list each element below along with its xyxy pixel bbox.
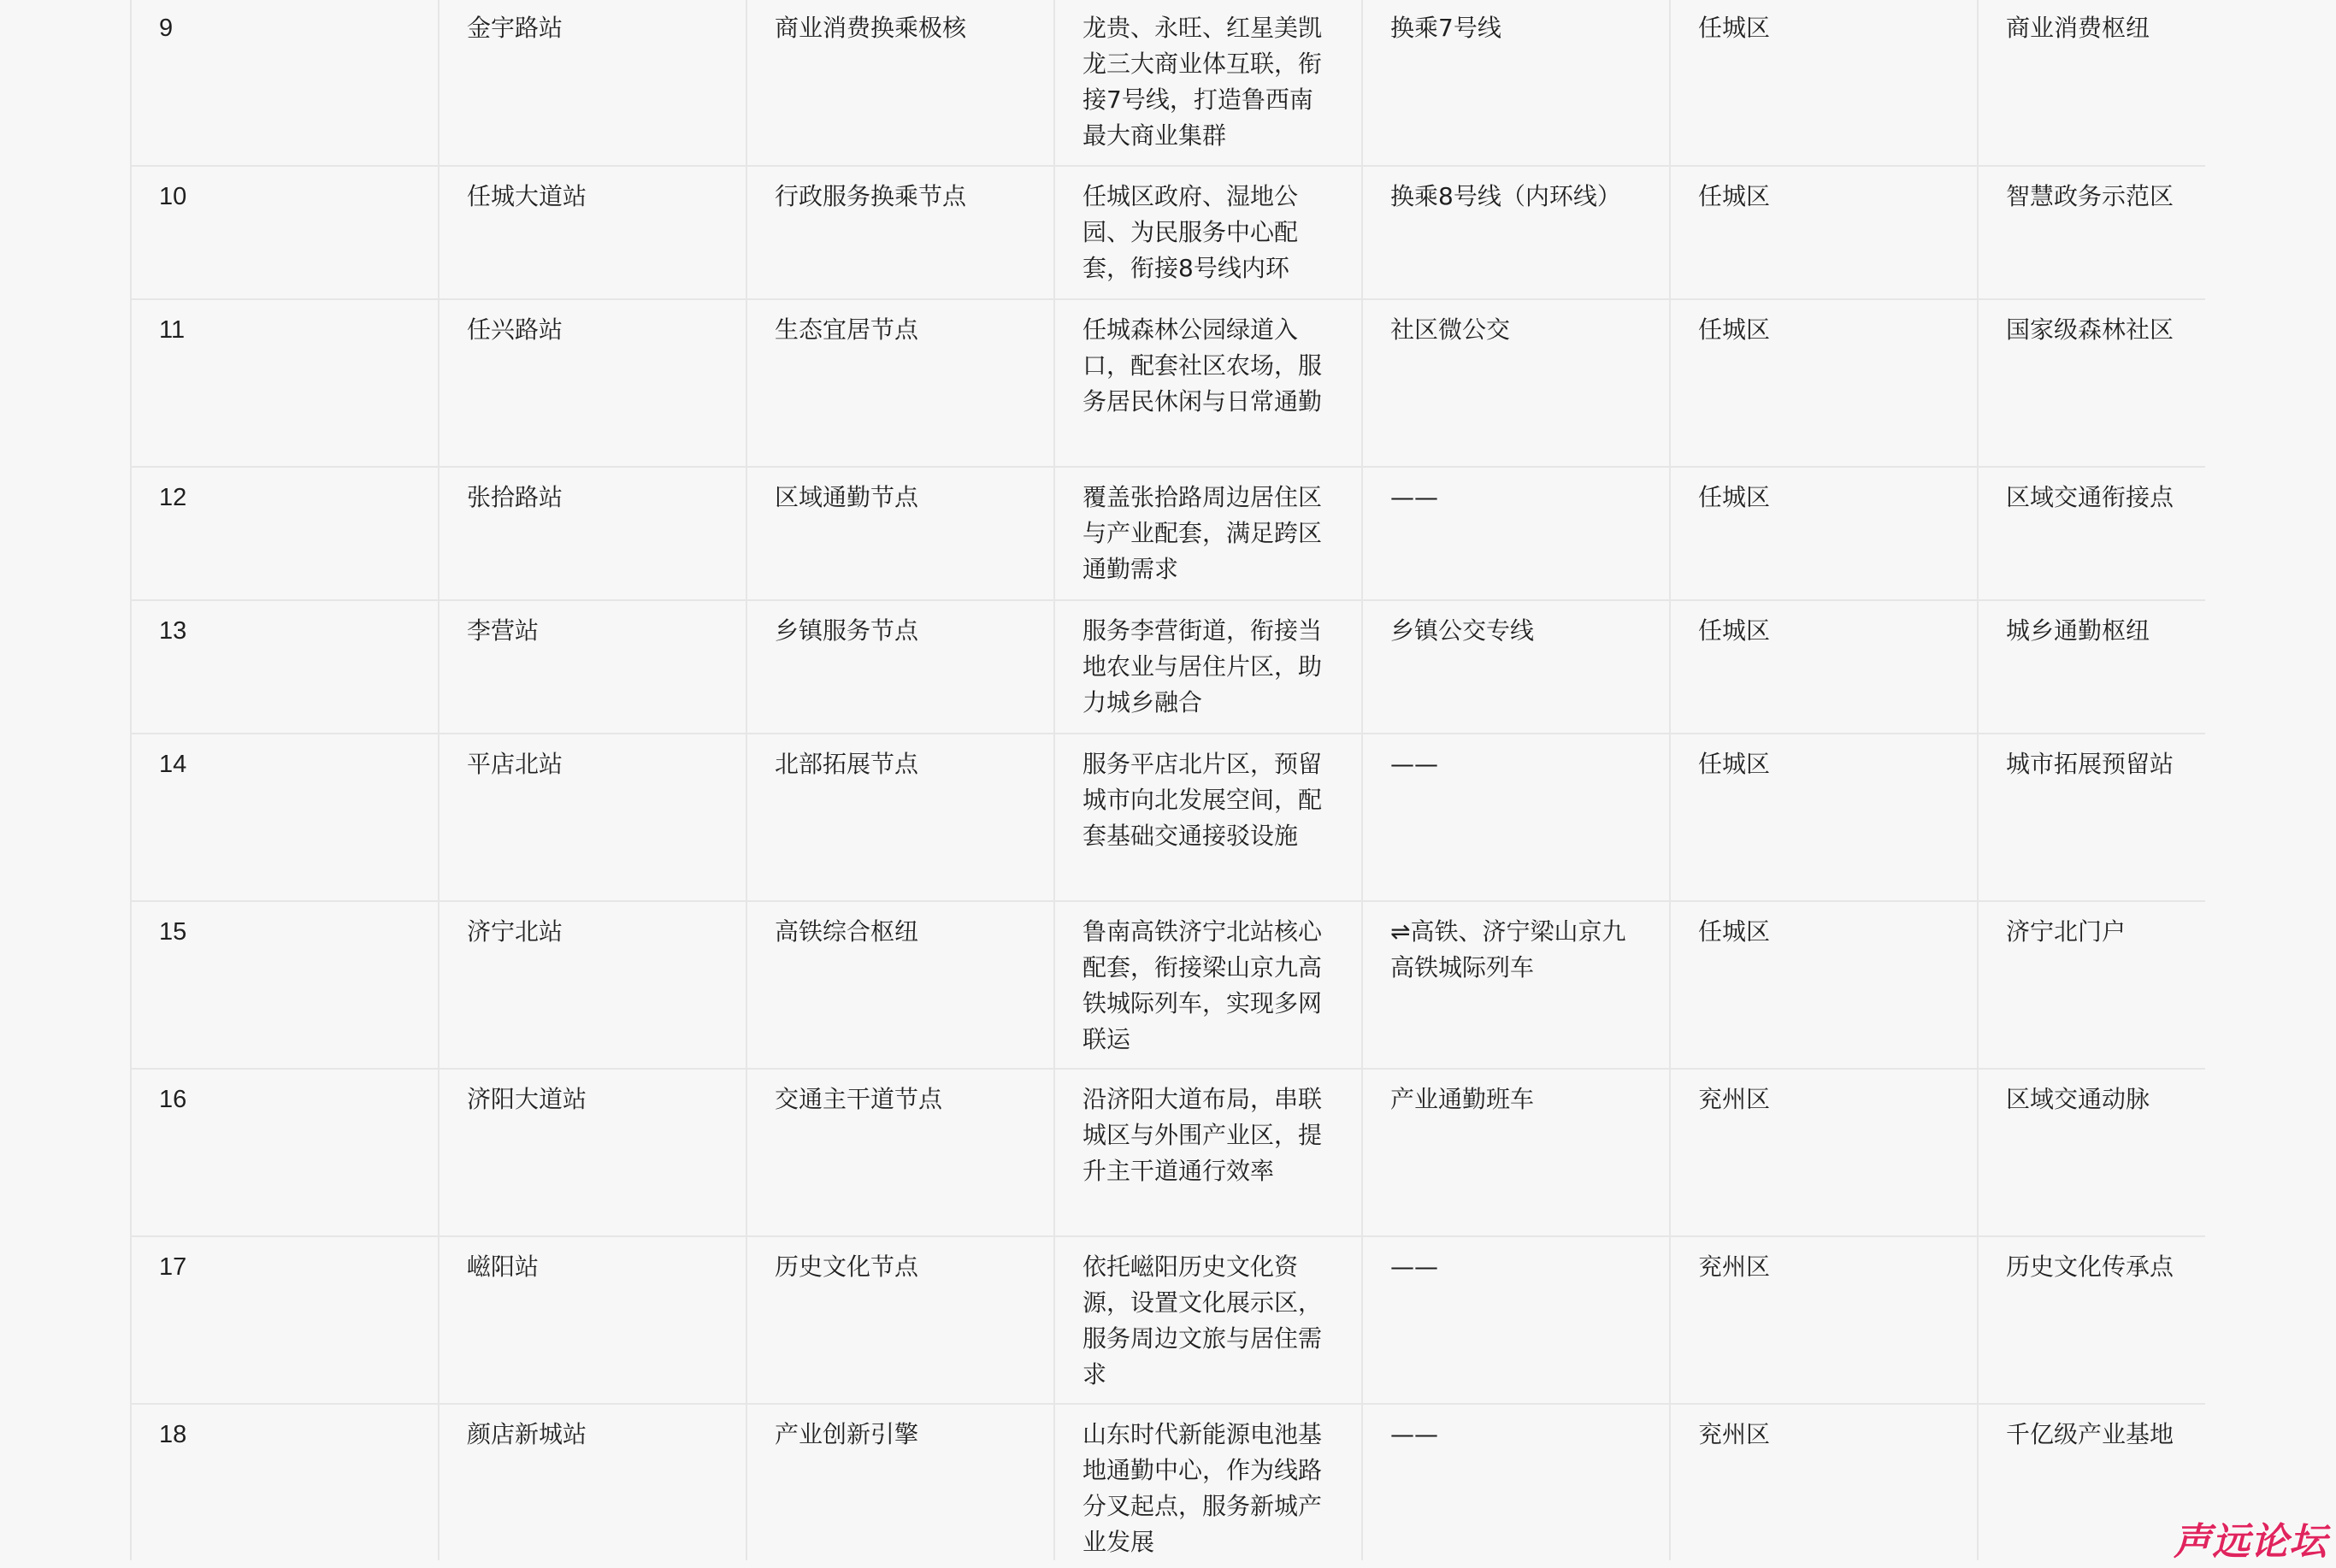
cell-transfer: 换乘7号线 bbox=[1362, 0, 1670, 166]
cell-station-name: 任兴路站 bbox=[439, 299, 746, 467]
cell-district: 兖州区 bbox=[1670, 1236, 1978, 1404]
table-row bbox=[131, 299, 2205, 467]
cell-transfer: —— bbox=[1362, 1404, 1670, 1560]
cell-positioning: 城市拓展预留站 bbox=[1978, 734, 2205, 901]
cell-station-name: 张拾路站 bbox=[439, 467, 746, 600]
cell-role: 交通主干道节点 bbox=[746, 1069, 1054, 1236]
cell-number: 13 bbox=[131, 600, 439, 734]
cell-role: 区域通勤节点 bbox=[746, 467, 1054, 600]
cell-role: 生态宜居节点 bbox=[746, 299, 1054, 467]
table-row bbox=[131, 1069, 2205, 1236]
cell-transfer: 产业通勤班车 bbox=[1362, 1069, 1670, 1236]
cell-district: 任城区 bbox=[1670, 600, 1978, 734]
cell-positioning: 历史文化传承点 bbox=[1978, 1236, 2205, 1404]
cell-positioning: 区域交通动脉 bbox=[1978, 1069, 2205, 1236]
cell-transfer: 社区微公交 bbox=[1362, 299, 1670, 467]
cell-role: 北部拓展节点 bbox=[746, 734, 1054, 901]
cell-number: 14 bbox=[131, 734, 439, 901]
cell-role: 产业创新引擎 bbox=[746, 1404, 1054, 1560]
cell-station-name: 任城大道站 bbox=[439, 166, 746, 299]
station-table bbox=[130, 0, 2205, 1560]
cell-number: 18 bbox=[131, 1404, 439, 1560]
cell-station-name: 颜店新城站 bbox=[439, 1404, 746, 1560]
cell-role: 行政服务换乘节点 bbox=[746, 166, 1054, 299]
cell-description: 服务李营街道，衔接当地农业与居住片区，助力城乡融合 bbox=[1054, 600, 1362, 734]
cell-description: 服务平店北片区，预留城市向北发展空间，配套基础交通接驳设施 bbox=[1054, 734, 1362, 901]
cell-number: 9 bbox=[131, 0, 439, 166]
cell-station-name: 平店北站 bbox=[439, 734, 746, 901]
cell-district: 兖州区 bbox=[1670, 1404, 1978, 1560]
cell-transfer: —— bbox=[1362, 1236, 1670, 1404]
table-row bbox=[131, 1404, 2205, 1560]
cell-positioning: 城乡通勤枢纽 bbox=[1978, 600, 2205, 734]
station-table-body bbox=[131, 0, 2205, 1560]
cell-station-name: 济阳大道站 bbox=[439, 1069, 746, 1236]
cell-number: 15 bbox=[131, 901, 439, 1069]
cell-role: 乡镇服务节点 bbox=[746, 600, 1054, 734]
cell-district: 任城区 bbox=[1670, 901, 1978, 1069]
cell-role: 商业消费换乘极核 bbox=[746, 0, 1054, 166]
cell-district: 任城区 bbox=[1670, 0, 1978, 166]
cell-description: 任城区政府、湿地公园、为民服务中心配套，衔接8号线内环 bbox=[1054, 166, 1362, 299]
cell-transfer: —— bbox=[1362, 734, 1670, 901]
watermark-logo: 声远论坛 bbox=[2174, 1520, 2327, 1564]
cell-transfer: ⇌高铁、济宁梁山京九高铁城际列车 bbox=[1362, 901, 1670, 1069]
cell-positioning: 千亿级产业基地 bbox=[2006, 1420, 2174, 1448]
cell-transfer: 乡镇公交专线 bbox=[1362, 600, 1670, 734]
cell-role: 高铁综合枢纽 bbox=[746, 901, 1054, 1069]
cell-district: 任城区 bbox=[1670, 166, 1978, 299]
cell-station-name: 李营站 bbox=[439, 600, 746, 734]
cell-number: 16 bbox=[131, 1069, 439, 1236]
table-row bbox=[131, 734, 2205, 901]
cell-positioning: 商业消费枢纽 bbox=[1978, 0, 2205, 166]
cell-district: 任城区 bbox=[1670, 467, 1978, 600]
table-row bbox=[131, 0, 2205, 166]
cell-description: 鲁南高铁济宁北站核心配套，衔接梁山京九高铁城际列车，实现多网联运 bbox=[1054, 901, 1362, 1069]
station-table-wrapper bbox=[130, 0, 2204, 1560]
cell-number: 12 bbox=[131, 467, 439, 600]
cell-station-name: 嵫阳站 bbox=[439, 1236, 746, 1404]
cell-description: 沿济阳大道布局，串联城区与外围产业区，提升主干道通行效率 bbox=[1054, 1069, 1362, 1236]
cell-description: 覆盖张拾路周边居住区与产业配套，满足跨区通勤需求 bbox=[1054, 467, 1362, 600]
table-row bbox=[131, 901, 2205, 1069]
table-row bbox=[131, 1236, 2205, 1404]
cell-positioning: 济宁北门户 bbox=[1978, 901, 2205, 1069]
cell-number: 11 bbox=[131, 299, 439, 467]
cell-transfer: —— bbox=[1362, 467, 1670, 600]
cell-positioning: 区域交通衔接点 bbox=[1978, 467, 2205, 600]
cell-description: 依托嵫阳历史文化资源，设置文化展示区，服务周边文旅与居住需求 bbox=[1054, 1236, 1362, 1404]
cell-transfer: 换乘8号线（内环线） bbox=[1362, 166, 1670, 299]
cell-positioning: 智慧政务示范区 bbox=[1978, 166, 2205, 299]
cell-positioning: 国家级森林社区 bbox=[1978, 299, 2205, 467]
cell-description: 任城森林公园绿道入口，配套社区农场，服务居民休闲与日常通勤 bbox=[1054, 299, 1362, 467]
cell-station-name: 济宁北站 bbox=[439, 901, 746, 1069]
cell-district: 兖州区 bbox=[1670, 1069, 1978, 1236]
cell-number: 17 bbox=[131, 1236, 439, 1404]
table-row bbox=[131, 166, 2205, 299]
cell-description: 山东时代新能源电池基地通勤中心，作为线路分叉起点，服务新城产业发展 bbox=[1054, 1404, 1362, 1560]
cell-number: 10 bbox=[131, 166, 439, 299]
table-row bbox=[131, 600, 2205, 734]
cell-station-name: 金宇路站 bbox=[439, 0, 746, 166]
cell-description: 龙贵、永旺、红星美凯龙三大商业体互联，衔接7号线，打造鲁西南最大商业集群 bbox=[1054, 0, 1362, 166]
cell-district: 任城区 bbox=[1670, 734, 1978, 901]
table-row bbox=[131, 467, 2205, 600]
cell-district: 任城区 bbox=[1670, 299, 1978, 467]
cell-role: 历史文化节点 bbox=[746, 1236, 1054, 1404]
